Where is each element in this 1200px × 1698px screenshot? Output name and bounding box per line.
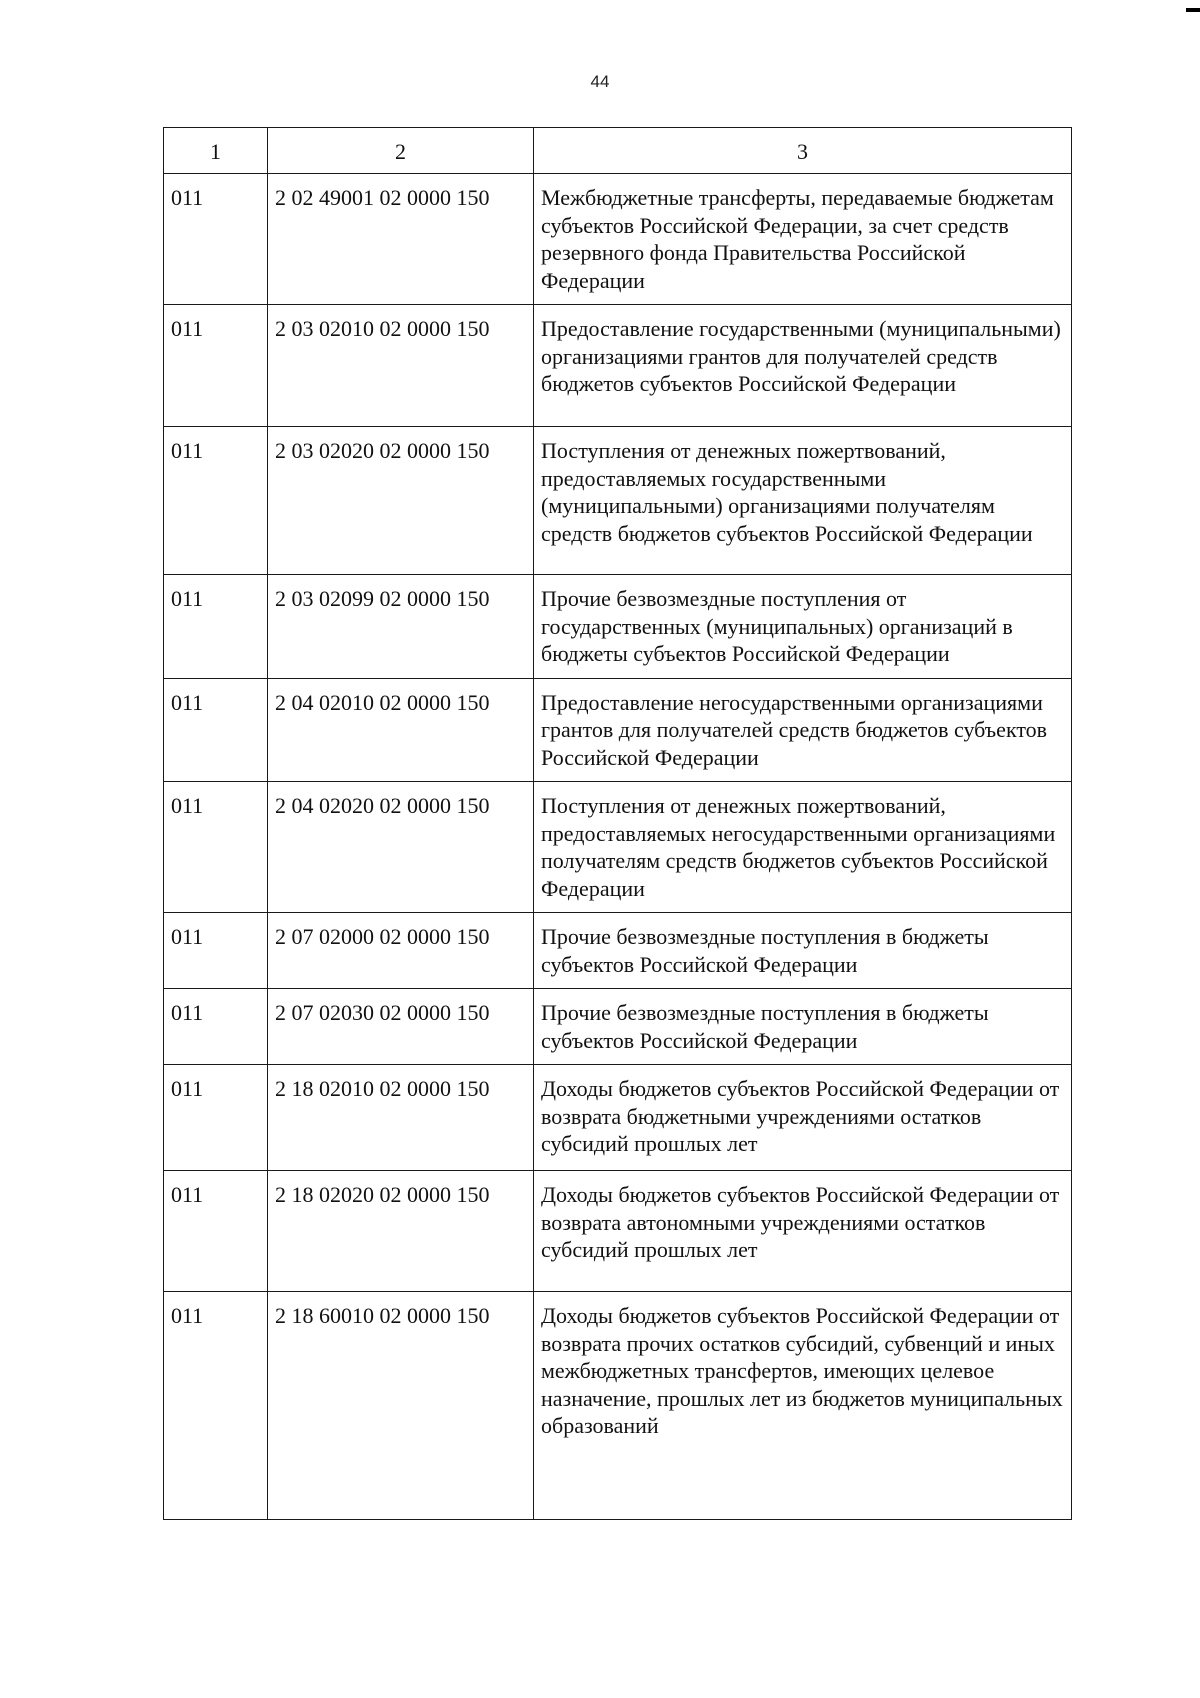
description-cell: Прочие безвозмездные поступления в бюджеты субъектов Российской Федерации [534,913,1072,989]
table-row [164,1292,1072,1520]
admin-code-cell: 011 [164,1171,268,1292]
revenue-codes-table [163,127,1072,1520]
column-header-2: 2 [268,128,534,174]
admin-code-cell: 011 [164,782,268,913]
description-cell: Предоставление негосударственными организациями грантов для получателей средств бюджетов субъектов Российской Федерации [534,678,1072,782]
column-header-3: 3 [534,128,1072,174]
description-cell: Межбюджетные трансферты, передаваемые бюджетам субъектов Российской Федерации, за счет средств резервного фонда Правительства Российской Федерации [534,174,1072,305]
admin-code-cell: 011 [164,305,268,427]
admin-code-cell: 011 [164,989,268,1065]
column-header-1: 1 [164,128,268,174]
admin-code-cell: 011 [164,1065,268,1171]
revenue-code-cell: 2 03 02010 02 0000 150 [268,305,534,427]
description-cell: Прочие безвозмездные поступления от государственных (муниципальных) организаций в бюджеты субъектов Российской Федерации [534,575,1072,679]
revenue-code-cell: 2 07 02000 02 0000 150 [268,913,534,989]
table-row [164,989,1072,1065]
admin-code-cell: 011 [164,913,268,989]
page-number: 44 [590,72,610,91]
table-row [164,678,1072,782]
description-cell: Доходы бюджетов субъектов Российской Федерации от возврата прочих остатков субсидий, субвенций и иных межбюджетных трансфертов, имеющих целевое назначение, прошлых лет из бюджетов муниципальных образований [534,1292,1072,1520]
revenue-code-cell: 2 18 02010 02 0000 150 [268,1065,534,1171]
admin-code-cell: 011 [164,174,268,305]
revenue-code-cell: 2 07 02030 02 0000 150 [268,989,534,1065]
table-row [164,575,1072,679]
admin-code-cell: 011 [164,575,268,679]
description-cell: Доходы бюджетов субъектов Российской Федерации от возврата бюджетными учреждениями остатков субсидий прошлых лет [534,1065,1072,1171]
description-cell: Поступления от денежных пожертвований, предоставляемых негосударственными организациями получателям средств бюджетов субъектов Российской Федерации [534,782,1072,913]
table-row [164,782,1072,913]
table-row [164,913,1072,989]
revenue-code-cell: 2 18 02020 02 0000 150 [268,1171,534,1292]
table-row [164,305,1072,427]
admin-code-cell: 011 [164,678,268,782]
table-row [164,1171,1072,1292]
revenue-code-cell: 2 03 02020 02 0000 150 [268,427,534,575]
admin-code-cell: 011 [164,1292,268,1520]
revenue-code-cell: 2 04 02020 02 0000 150 [268,782,534,913]
revenue-code-cell: 2 04 02010 02 0000 150 [268,678,534,782]
table-header-row [164,128,1072,174]
admin-code-cell: 011 [164,427,268,575]
table-row [164,1065,1072,1171]
description-cell: Доходы бюджетов субъектов Российской Федерации от возврата автономными учреждениями остатков субсидий прошлых лет [534,1171,1072,1292]
description-cell: Поступления от денежных пожертвований, предоставляемых государственными (муниципальными) организациями получателям средств бюджетов субъектов Российской Федерации [534,427,1072,575]
revenue-code-cell: 2 02 49001 02 0000 150 [268,174,534,305]
description-cell: Прочие безвозмездные поступления в бюджеты субъектов Российской Федерации [534,989,1072,1065]
revenue-code-cell: 2 18 60010 02 0000 150 [268,1292,534,1520]
scan-corner-mark [1186,8,1200,12]
table-row [164,427,1072,575]
description-cell: Предоставление государственными (муниципальными) организациями грантов для получателей средств бюджетов субъектов Российской Федерации [534,305,1072,427]
revenue-code-cell: 2 03 02099 02 0000 150 [268,575,534,679]
table-row [164,174,1072,305]
